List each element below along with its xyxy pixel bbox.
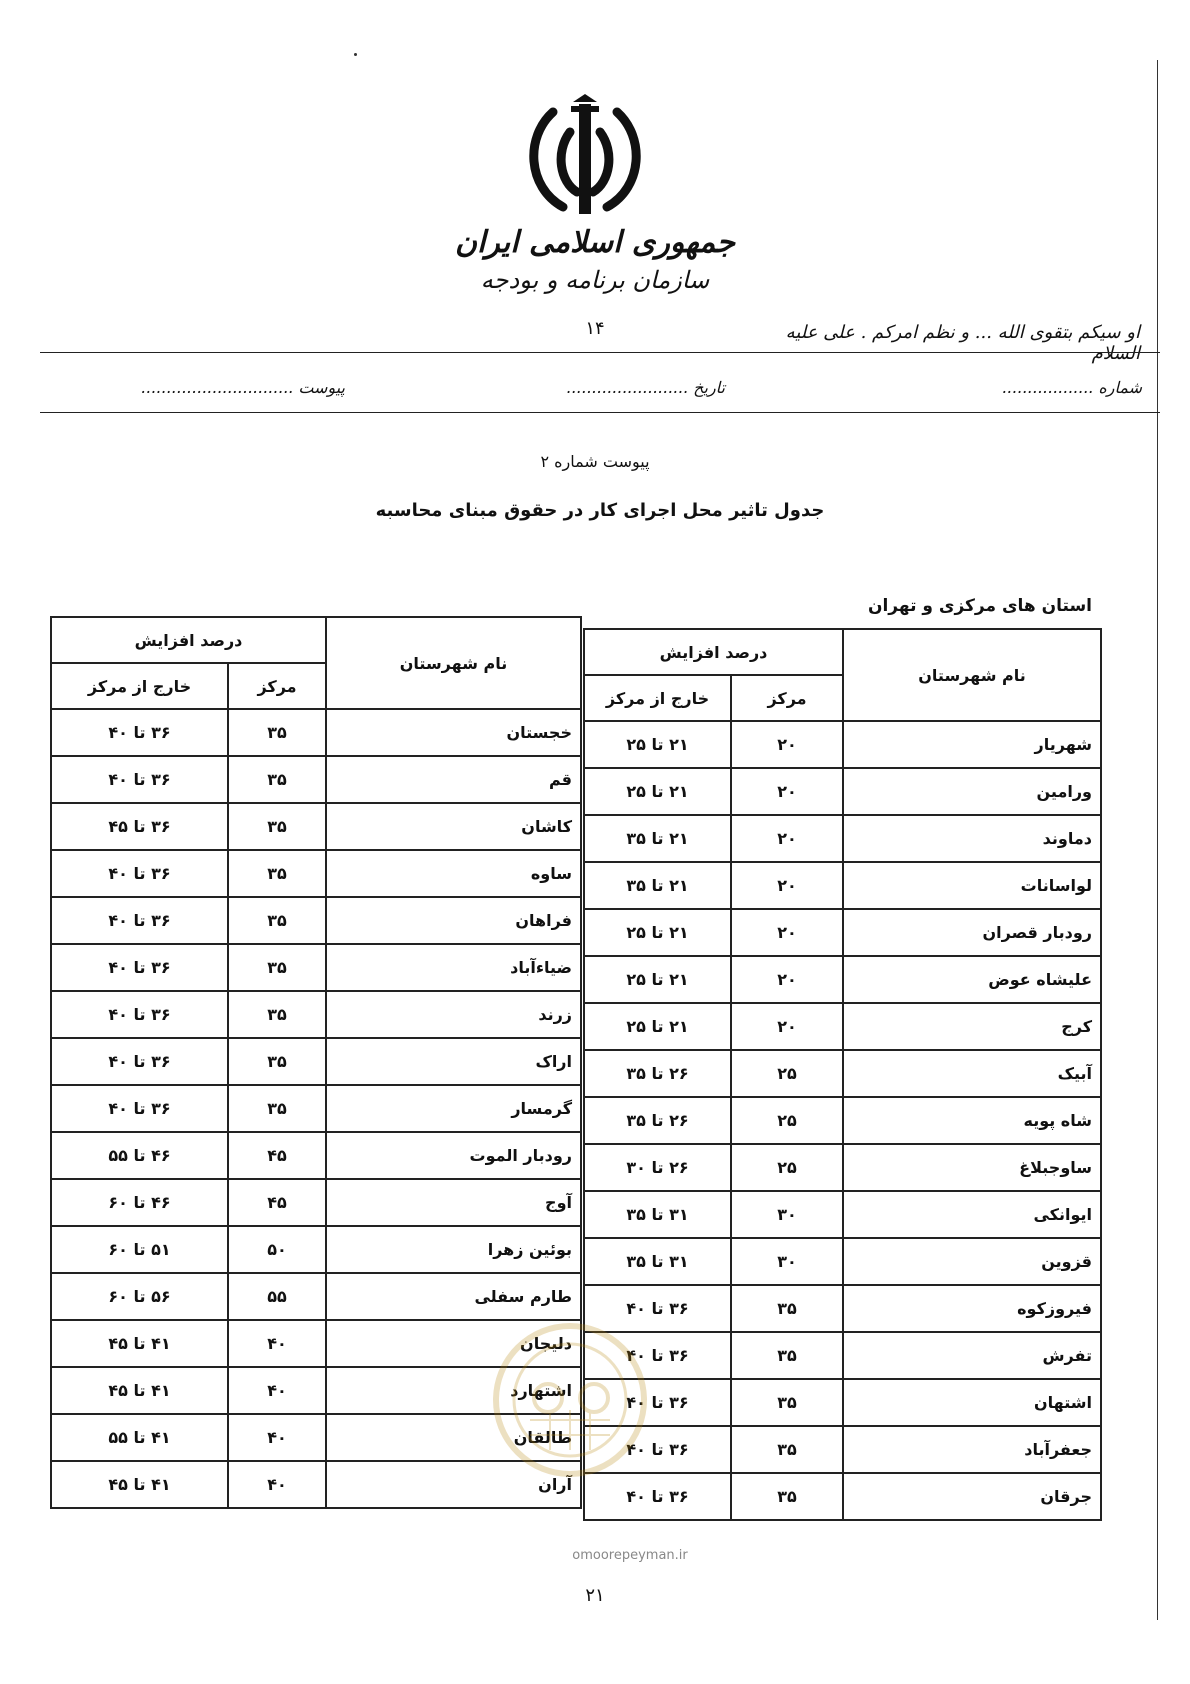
table-row bbox=[51, 1085, 581, 1132]
county-header: نام شهرستان bbox=[326, 617, 581, 709]
outside-range: ۳۶ تا ۴۰ bbox=[51, 897, 228, 944]
date-dots: ........................ bbox=[566, 378, 689, 397]
table-row bbox=[584, 862, 1101, 909]
county-name: فراهان bbox=[326, 897, 581, 944]
table-row bbox=[584, 1379, 1101, 1426]
attachment-dots: .............................. bbox=[140, 378, 294, 397]
center-percent: ۳۰ bbox=[731, 1191, 843, 1238]
outside-range: ۲۱ تا ۲۵ bbox=[584, 768, 731, 815]
table-row bbox=[51, 897, 581, 944]
county-name: ورامین bbox=[843, 768, 1101, 815]
outside-range: ۳۶ تا ۴۰ bbox=[584, 1332, 731, 1379]
table-row bbox=[584, 956, 1101, 1003]
outside-range: ۳۶ تا ۴۰ bbox=[51, 756, 228, 803]
county-name: ایوانکی bbox=[843, 1191, 1101, 1238]
county-name: قزوین bbox=[843, 1238, 1101, 1285]
right-margin-line bbox=[1157, 60, 1158, 1620]
outside-range: ۳۱ تا ۳۵ bbox=[584, 1238, 731, 1285]
outside-range: ۲۱ تا ۳۵ bbox=[584, 862, 731, 909]
outside-range: ۳۶ تا ۴۰ bbox=[51, 1085, 228, 1132]
center-percent: ۵۵ bbox=[228, 1273, 326, 1320]
county-name: تفرش bbox=[843, 1332, 1101, 1379]
table-row bbox=[584, 1332, 1101, 1379]
republic-title: جمهوری اسلامی ایران bbox=[454, 225, 736, 260]
county-name: خجستان bbox=[326, 709, 581, 756]
center-percent: ۳۵ bbox=[228, 850, 326, 897]
center-percent: ۲۰ bbox=[731, 721, 843, 768]
right-table bbox=[583, 628, 1102, 1521]
center-percent: ۳۵ bbox=[228, 991, 326, 1038]
county-header: نام شهرستان bbox=[843, 629, 1101, 721]
page-number: ۲۱ bbox=[585, 1585, 605, 1606]
date-label: تاریخ bbox=[693, 378, 725, 397]
outside-range: ۲۱ تا ۳۵ bbox=[584, 815, 731, 862]
outside-range: ۴۱ تا ۴۵ bbox=[51, 1320, 228, 1367]
outside-range: ۳۶ تا ۴۰ bbox=[51, 991, 228, 1038]
center-percent: ۳۵ bbox=[228, 1038, 326, 1085]
county-name: بوئین زهرا bbox=[326, 1226, 581, 1273]
county-name: ساوجبلاغ bbox=[843, 1144, 1101, 1191]
center-percent: ۲۰ bbox=[731, 768, 843, 815]
center-percent: ۴۰ bbox=[228, 1461, 326, 1508]
county-name: جرقان bbox=[843, 1473, 1101, 1520]
speck bbox=[354, 53, 357, 56]
number-label: شماره bbox=[1098, 378, 1142, 397]
center-percent: ۴۰ bbox=[228, 1367, 326, 1414]
outside-range: ۴۶ تا ۶۰ bbox=[51, 1179, 228, 1226]
watermark-site: omoorepeyman.ir bbox=[572, 1548, 688, 1563]
table-row bbox=[584, 768, 1101, 815]
center-percent: ۵۰ bbox=[228, 1226, 326, 1273]
county-name: کرج bbox=[843, 1003, 1101, 1050]
center-percent: ۳۰ bbox=[731, 1238, 843, 1285]
county-name: جعفرآباد bbox=[843, 1426, 1101, 1473]
county-name: علیشاه عوض bbox=[843, 956, 1101, 1003]
attachment-number: پیوست شماره ۲ bbox=[540, 452, 650, 471]
county-name: آبیک bbox=[843, 1050, 1101, 1097]
center-percent: ۳۵ bbox=[731, 1332, 843, 1379]
county-name: رودبار الموت bbox=[326, 1132, 581, 1179]
outside-range: ۲۱ تا ۲۵ bbox=[584, 956, 731, 1003]
county-name: ضیاءآباد bbox=[326, 944, 581, 991]
center-percent: ۲۵ bbox=[731, 1050, 843, 1097]
top-number: ۱۴ bbox=[585, 318, 605, 339]
outside-range: ۳۶ تا ۴۵ bbox=[51, 803, 228, 850]
attachment-label: پیوست bbox=[298, 378, 345, 397]
center-percent: ۳۵ bbox=[228, 897, 326, 944]
table-row bbox=[584, 1426, 1101, 1473]
county-name: اشتهارد bbox=[326, 1367, 581, 1414]
attachment-field bbox=[141, 378, 345, 397]
increase-header: درصد افزایش bbox=[51, 617, 326, 663]
increase-header: درصد افزایش bbox=[584, 629, 843, 675]
number-dots: .................. bbox=[1001, 378, 1094, 397]
outside-range: ۲۱ تا ۲۵ bbox=[584, 721, 731, 768]
center-percent: ۳۵ bbox=[228, 944, 326, 991]
center-percent: ۳۵ bbox=[228, 709, 326, 756]
table-row bbox=[51, 709, 581, 756]
outside-range: ۲۱ تا ۲۵ bbox=[584, 909, 731, 956]
outside-range: ۳۶ تا ۴۰ bbox=[51, 850, 228, 897]
right-table-body bbox=[584, 721, 1101, 1520]
outside-range: ۳۱ تا ۳۵ bbox=[584, 1191, 731, 1238]
outside-range: ۵۱ تا ۶۰ bbox=[51, 1226, 228, 1273]
county-name: طارم سفلی bbox=[326, 1273, 581, 1320]
table-row bbox=[51, 1273, 581, 1320]
center-percent: ۴۰ bbox=[228, 1320, 326, 1367]
center-percent: ۳۵ bbox=[731, 1426, 843, 1473]
county-name: دماوند bbox=[843, 815, 1101, 862]
outside-range: ۴۱ تا ۴۵ bbox=[51, 1461, 228, 1508]
outside-range: ۲۶ تا ۳۵ bbox=[584, 1097, 731, 1144]
table-row bbox=[584, 1050, 1101, 1097]
date-field bbox=[566, 378, 725, 397]
center-percent: ۳۵ bbox=[228, 1085, 326, 1132]
outside-header: خارج از مرکز bbox=[51, 663, 228, 709]
table-row bbox=[584, 1473, 1101, 1520]
table-row bbox=[584, 1238, 1101, 1285]
outside-range: ۲۱ تا ۲۵ bbox=[584, 1003, 731, 1050]
county-name: گرمسار bbox=[326, 1085, 581, 1132]
outside-range: ۴۱ تا ۴۵ bbox=[51, 1367, 228, 1414]
outside-range: ۲۶ تا ۳۵ bbox=[584, 1050, 731, 1097]
center-percent: ۲۰ bbox=[731, 862, 843, 909]
table-row bbox=[51, 944, 581, 991]
center-percent: ۴۰ bbox=[228, 1414, 326, 1461]
watermark-seal-icon bbox=[490, 1320, 650, 1480]
outside-range: ۲۶ تا ۳۰ bbox=[584, 1144, 731, 1191]
outside-range: ۳۶ تا ۴۰ bbox=[584, 1379, 731, 1426]
center-percent: ۲۵ bbox=[731, 1144, 843, 1191]
county-name: ساوه bbox=[326, 850, 581, 897]
organization-title: سازمان برنامه و بودجه bbox=[480, 266, 710, 294]
table-row bbox=[51, 1179, 581, 1226]
center-header: مرکز bbox=[731, 675, 843, 721]
outside-range: ۳۶ تا ۴۰ bbox=[51, 944, 228, 991]
center-percent: ۴۵ bbox=[228, 1179, 326, 1226]
county-name: اراک bbox=[326, 1038, 581, 1085]
county-name: رودبار قصران bbox=[843, 909, 1101, 956]
outside-range: ۳۶ تا ۴۰ bbox=[584, 1473, 731, 1520]
table-row bbox=[51, 1226, 581, 1273]
county-name: فیروزکوه bbox=[843, 1285, 1101, 1332]
number-field bbox=[1002, 378, 1142, 397]
county-name: زرند bbox=[326, 991, 581, 1038]
table-row bbox=[51, 1038, 581, 1085]
table-row bbox=[51, 803, 581, 850]
county-name: آران bbox=[326, 1461, 581, 1508]
county-name: شهریار bbox=[843, 721, 1101, 768]
center-percent: ۲۰ bbox=[731, 909, 843, 956]
county-name: قم bbox=[326, 756, 581, 803]
center-percent: ۲۰ bbox=[731, 1003, 843, 1050]
county-name: دلیجان bbox=[326, 1320, 581, 1367]
county-name: لواسانات bbox=[843, 862, 1101, 909]
county-name: شاه پویه bbox=[843, 1097, 1101, 1144]
iran-emblem-icon bbox=[515, 92, 655, 222]
motto: او سیکم بتقوی الله ... و نظم امرکم . علی علیه السلام bbox=[785, 322, 1140, 364]
outside-range: ۳۶ تا ۴۰ bbox=[51, 709, 228, 756]
county-name: اشتهان bbox=[843, 1379, 1101, 1426]
header-divider-bottom bbox=[40, 412, 1160, 413]
table-row bbox=[584, 1097, 1101, 1144]
table-row bbox=[584, 1285, 1101, 1332]
outside-header: خارج از مرکز bbox=[584, 675, 731, 721]
table-row bbox=[51, 991, 581, 1038]
table-row bbox=[584, 1191, 1101, 1238]
center-percent: ۳۵ bbox=[731, 1285, 843, 1332]
outside-range: ۴۶ تا ۵۵ bbox=[51, 1132, 228, 1179]
outside-range: ۵۶ تا ۶۰ bbox=[51, 1273, 228, 1320]
county-name: طالقان bbox=[326, 1414, 581, 1461]
table-row bbox=[51, 1132, 581, 1179]
outside-range: ۳۶ تا ۴۰ bbox=[51, 1038, 228, 1085]
center-percent: ۲۰ bbox=[731, 815, 843, 862]
center-header: مرکز bbox=[228, 663, 326, 709]
document-title: جدول تاثیر محل اجرای کار در حقوق مبنای محاسبه bbox=[375, 500, 825, 521]
table-row bbox=[584, 1003, 1101, 1050]
center-percent: ۳۵ bbox=[731, 1473, 843, 1520]
table-row bbox=[584, 909, 1101, 956]
table-row bbox=[584, 1144, 1101, 1191]
center-percent: ۳۵ bbox=[228, 756, 326, 803]
center-percent: ۳۵ bbox=[731, 1379, 843, 1426]
county-name: آوج bbox=[326, 1179, 581, 1226]
region-heading: استان های مرکزی و تهران bbox=[867, 596, 1092, 616]
header-divider-top bbox=[40, 352, 1160, 353]
center-percent: ۳۵ bbox=[228, 803, 326, 850]
outside-range: ۴۱ تا ۵۵ bbox=[51, 1414, 228, 1461]
center-percent: ۴۵ bbox=[228, 1132, 326, 1179]
table-row bbox=[584, 721, 1101, 768]
table-row bbox=[584, 815, 1101, 862]
table-row bbox=[51, 850, 581, 897]
center-percent: ۲۰ bbox=[731, 956, 843, 1003]
outside-range: ۳۶ تا ۴۰ bbox=[584, 1285, 731, 1332]
center-percent: ۲۵ bbox=[731, 1097, 843, 1144]
outside-range: ۳۶ تا ۴۰ bbox=[584, 1426, 731, 1473]
table-row bbox=[51, 756, 581, 803]
county-name: کاشان bbox=[326, 803, 581, 850]
